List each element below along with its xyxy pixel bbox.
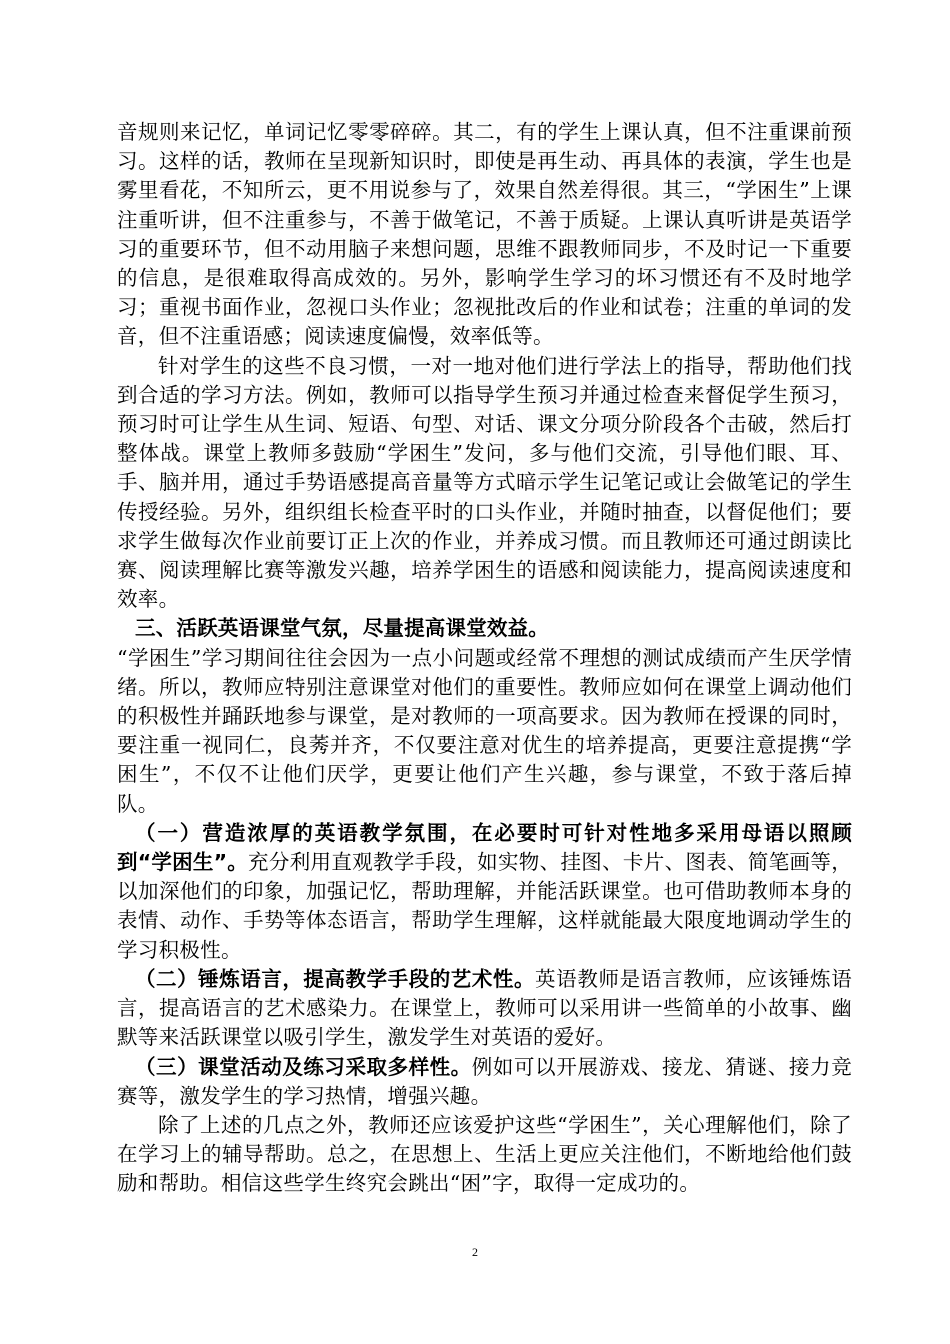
paragraph-guidance: 针对学生的这些不良习惯，一对一地对他们进行学法上的指导，帮助他们找到合适的学习方法。例如，教师可以指导学生预习并通过检查来督促学生预习，预习时可让学生从生词、短语、句型、对话、课文分项分阶段各个击破，然后打整体战。课堂上教师多鼓励“学困生”发问，多与他们交流，引导他们眼、耳、手、脑并用，通过手势语感提高音量等方式暗示学生记笔记或让会做笔记的学生传授经验。另外，组织组长检查平时的口头作业，并随时抽查，以督促他们；要求学生做每次作业前要订正上次的作业，并养成习惯。而且教师还可通过朗读比赛、阅读理解比赛等激发兴趣，培养学困生的语感和阅读能力，提高阅读速度和效率。 (117, 353, 852, 612)
page-number: 2 (472, 1245, 478, 1259)
subsection-1-body: 充分利用直观教学手段，如实物、挂图、卡片、图表、简笔画等，以加深他们的印象，加强记忆，帮助理解，并能活跃课堂。也可借助教师本身的表情、动作、手势等体态语言，帮助学生理解，这样就能最大限度地调动学生的学习积极性。 (117, 850, 852, 962)
document-body (117, 118, 852, 1199)
subsection-3-title: （三）课堂活动及练习采取多样性。 (135, 1054, 472, 1079)
paragraph-conclusion: 除了上述的几点之外，教师还应该爱护这些“学困生”，关心理解他们，除了在学习上的辅导帮助。总之，在思想上、生活上更应关注他们，不断地给他们鼓励和帮助。相信这些学生终究会跳出“困”字，取得一定成功的。 (117, 1112, 852, 1196)
subsection-3-body: 例如可以开展游戏、接龙、猜谜、接力竞赛等，激发学生的学习热情，增强兴趣。 (117, 1054, 853, 1108)
subsection-2-title: （二）锤炼语言，提高教学手段的艺术性。 (135, 966, 536, 991)
paragraph-bad-habits: 音规则来记忆，单词记忆零零碎碎。其二，有的学生上课认真，但不注重课前预习。这样的话，教师在呈现新知识时，即使是再生动、再具体的表演，学生也是雾里看花，不知所云，更不用说参与了，效果自然差得很。其三，“学困生”上课注重听讲，但不注重参与，不善于做笔记，不善于质疑。上课认真听讲是英语学习的重要环节，但不动用脑子来想问题，思维不跟教师同步，不及时记一下重要的信息，是很难取得高成效的。另外，影响学生学习的坏习惯还有不及时地学习；重视书面作业，忽视口头作业；忽视批改后的作业和试卷；注重的单词的发音，但不注重语感；阅读速度偏慢，效率低等。 (117, 120, 852, 349)
subsection-2 (117, 965, 852, 1053)
subsection-2-body: 英语教师是语言教师，应该锤炼语言，提高语言的艺术感染力。在课堂上，教师可以采用讲一些简单的小故事、幽默等来活跃课堂以吸引学生，激发学生对英语的爱好。 (117, 966, 852, 1050)
subsection-3 (117, 1053, 852, 1111)
subsection-1 (117, 819, 852, 965)
subsection-1-title: （一）营造浓厚的英语教学氛围，在必要时可针对性地多采用母语以照顾到“学困生”。 (117, 820, 852, 875)
section-heading-3: 三、活跃英语课堂气氛，尽量提高课堂效益。 (135, 616, 549, 641)
paragraph-classroom-atmosphere: “学困生”学习期间往往会因为一点小问题或经常不理想的测试成绩而产生厌学情绪。所以，教师应特别注意课堂对他们的重要性。教师应如何在课堂上调动他们的积极性并踊跃地参与课堂，是对教师的一项高要求。因为教师在授课的同时，要注重一视同仁，良莠并齐，不仅要注意对优生的培养提高，更要注意提携“学困生”，不仅不让他们厌学，更要让他们产生兴趣，参与课堂，不致于落后掉队。 (117, 645, 852, 816)
